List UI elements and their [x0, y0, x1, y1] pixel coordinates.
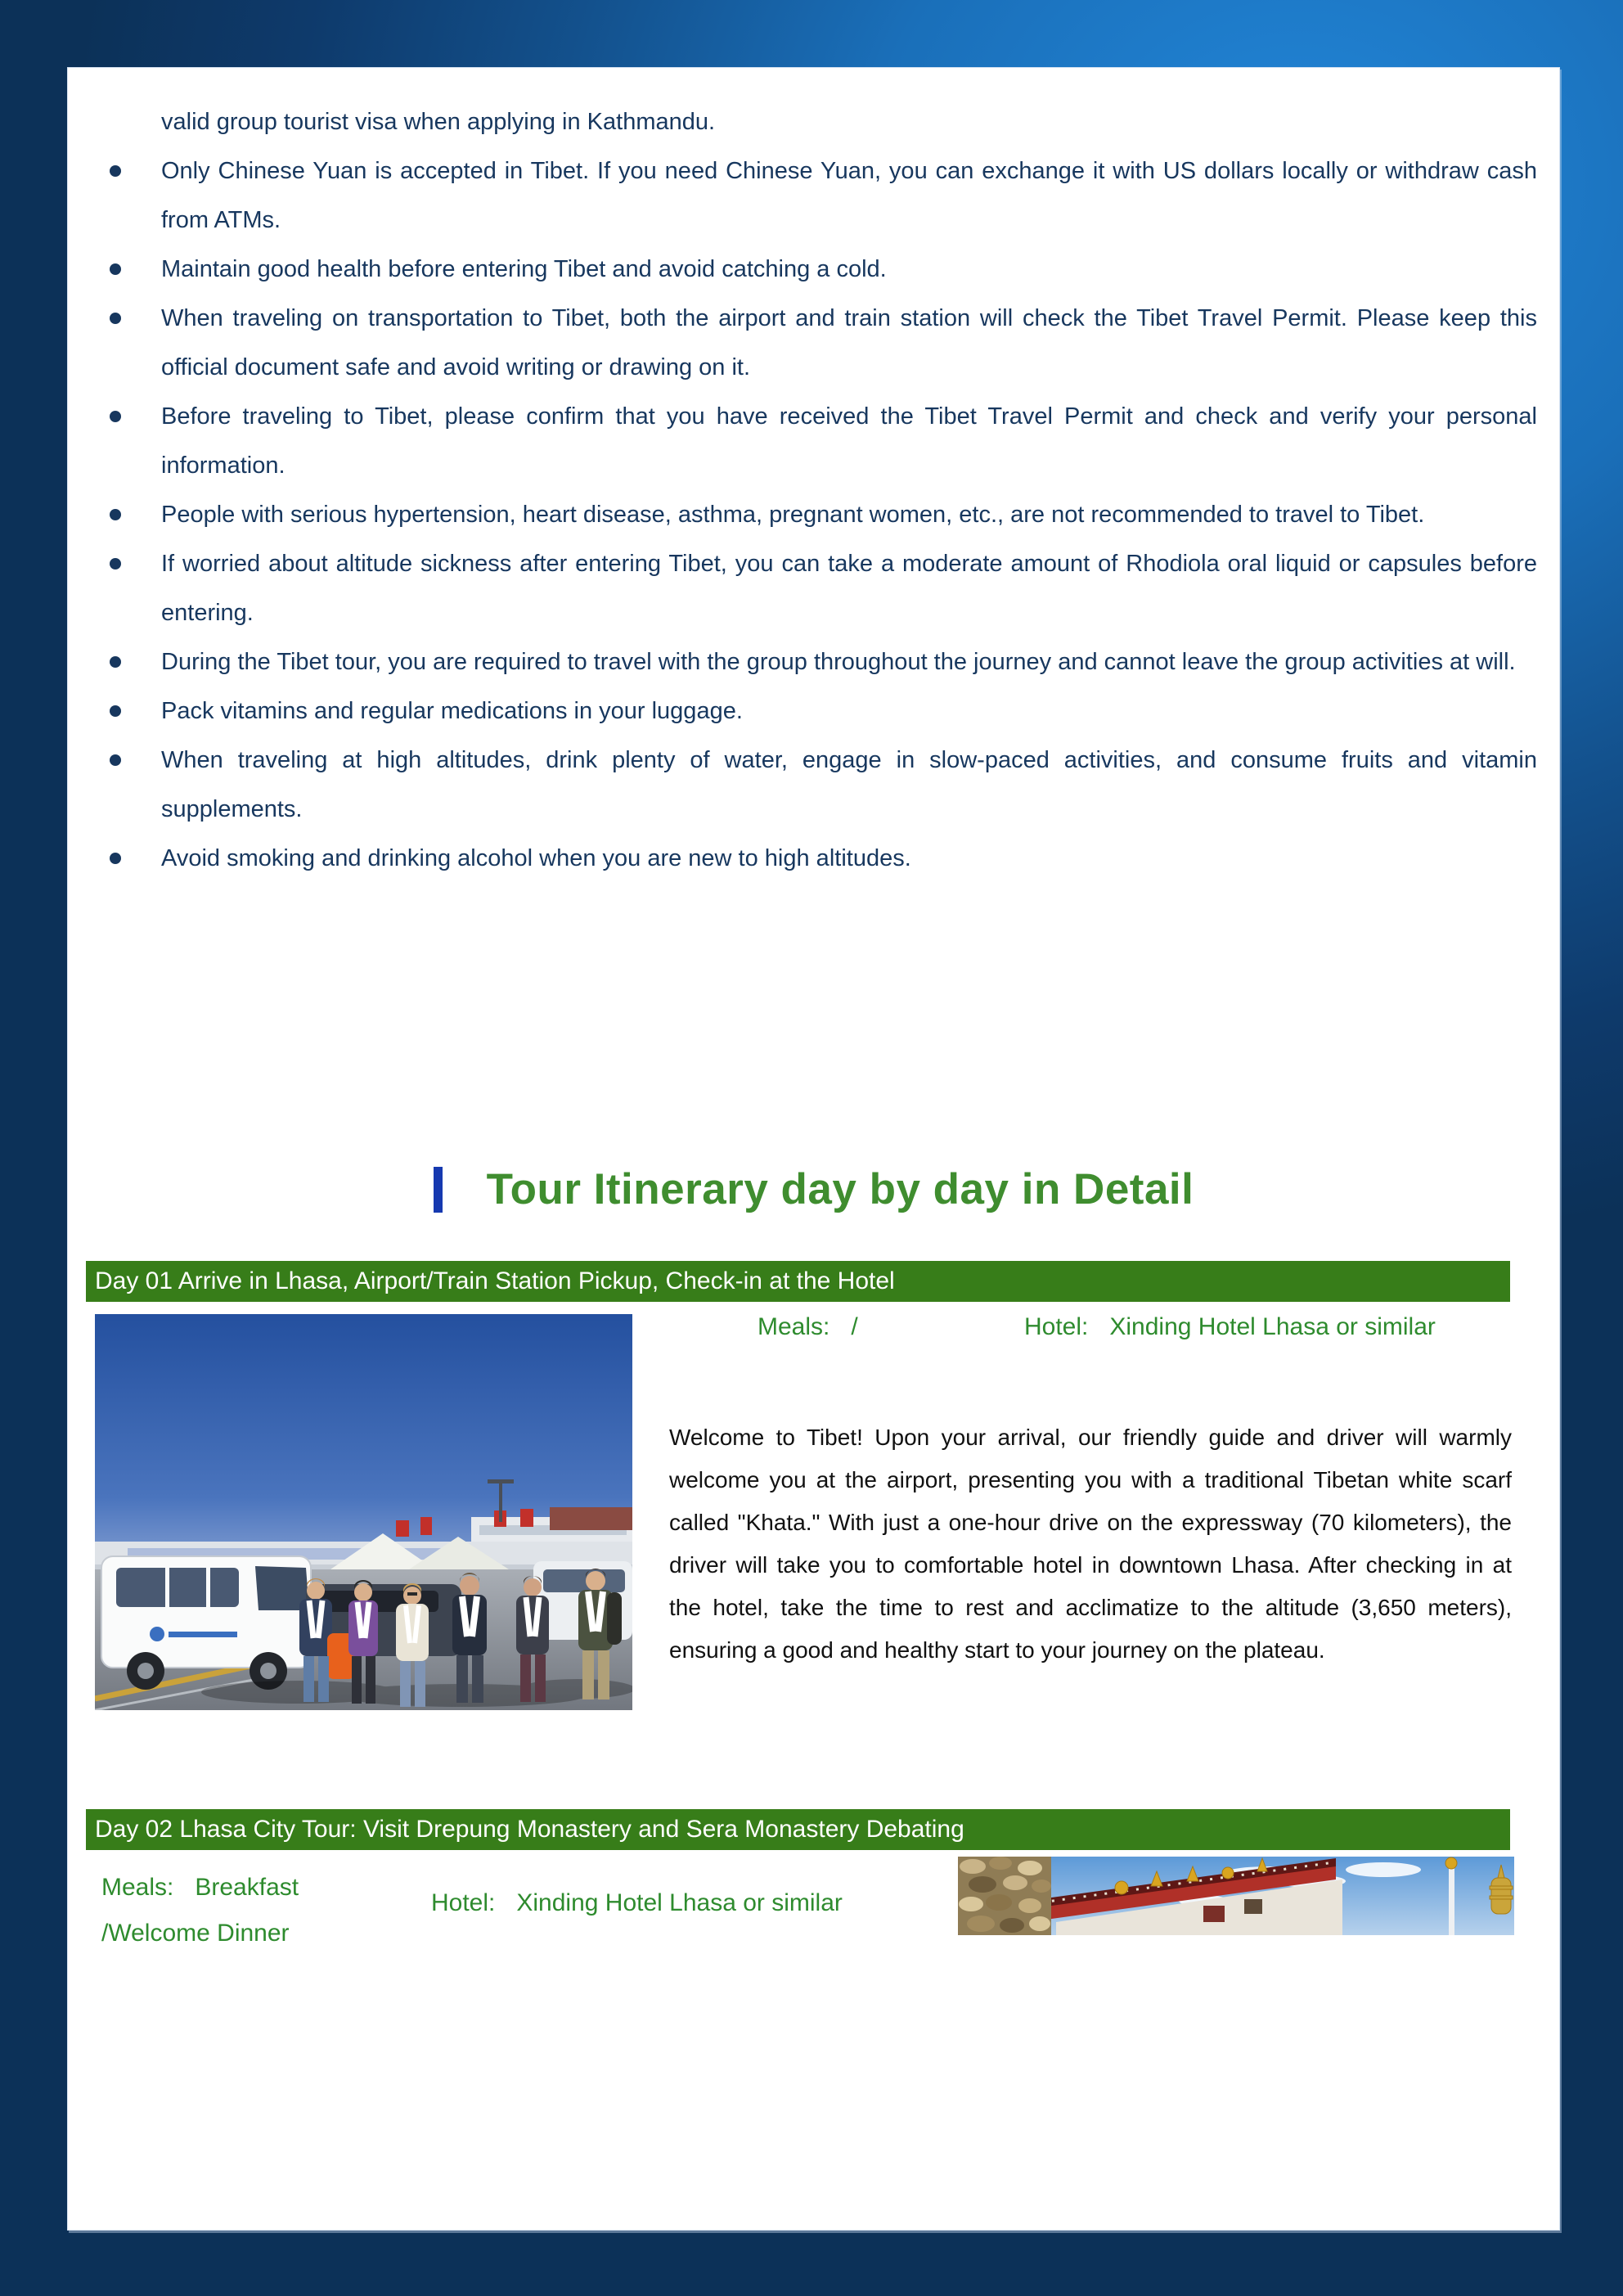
day-02-hotel [431, 1889, 843, 1917]
day-01-description: Welcome to Tibet! Upon your arrival, our friendly guide and driver will warmly welcome you at the airport, presenting you with a traditional Tibetan white scarf called "Khata." With just a one-hour drive on the expressway (70 kilometers), the driver will take you to comfortable hotel in downtown Lhasa. After checking in at the hotel, take the time to rest and acclimatize to the altitude (3,650 meters), ensuring a good and healthy start to your journey on the plateau. [669, 1425, 1512, 1663]
hotel-value: Xinding Hotel Lhasa or similar [1109, 1313, 1436, 1340]
list-item: Avoid smoking and drinking alcohol when you are new to high altitudes. [161, 834, 1537, 883]
day-01-meals [758, 1313, 858, 1341]
list-item: Only Chinese Yuan is accepted in Tibet. If you need Chinese Yuan, you can exchange it with US dollars locally or withdraw cash from ATMs. [161, 146, 1537, 245]
heading-accent-bar [434, 1167, 443, 1213]
hotel-value: Xinding Hotel Lhasa or similar [516, 1889, 843, 1916]
list-item: When traveling at high altitudes, drink plenty of water, engage in slow-paced activities, and consume fruits and vitamin supplements. [161, 736, 1537, 834]
list-item: During the Tibet tour, you are required to travel with the group throughout the journey and cannot leave the group activities at will. [161, 637, 1537, 687]
section-heading [68, 1164, 1559, 1214]
hotel-label: Hotel: [431, 1889, 496, 1916]
meals-label: Meals: [101, 1874, 174, 1901]
day-01-hotel [1024, 1313, 1436, 1341]
page-card [67, 67, 1560, 2231]
list-item: If worried about altitude sickness after entering Tibet, you can take a moderate amount of Rhodiola oral liquid or capsules before entering. [161, 539, 1537, 637]
list-item: People with serious hypertension, heart disease, asthma, pregnant women, etc., are not recommended to travel to Tibet. [161, 490, 1537, 539]
hotel-label: Hotel: [1024, 1313, 1089, 1340]
day-02-header-bar [86, 1809, 1510, 1850]
day-01-header-bar [86, 1261, 1510, 1302]
day-02-meals [101, 1865, 299, 1956]
day-01-title: Day 01 Arrive in Lhasa, Airport/Train Station Pickup, Check-in at the Hotel [95, 1267, 895, 1294]
list-item: Pack vitamins and regular medications in your luggage. [161, 687, 1537, 736]
day-01-photo [95, 1314, 632, 1710]
list-item: Maintain good health before entering Tibet and avoid catching a cold. [161, 245, 1537, 294]
page-title: Tour Itinerary day by day in Detail [486, 1165, 1194, 1213]
day-02-meals-line1 [101, 1865, 299, 1911]
meals-value: / [851, 1313, 858, 1340]
meals-value: Breakfast [195, 1874, 299, 1901]
list-item: When traveling on transportation to Tibet, both the airport and train station will check the Tibet Travel Permit. Please keep this official document safe and avoid writing or drawing on it. [161, 294, 1537, 392]
list-item: valid group tourist visa when applying in Kathmandu. [161, 109, 716, 135]
day-02-photo [958, 1857, 1514, 1935]
monastery-photo [958, 1857, 1514, 1935]
meals-label: Meals: [758, 1313, 830, 1340]
day-02-meals-line2: /Welcome Dinner [101, 1920, 290, 1947]
list-item: Before traveling to Tibet, please confirm that you have received the Tibet Travel Permit and check and verify your personal information. [161, 392, 1537, 490]
travel-tips-list [161, 97, 1537, 883]
day-02-title: Day 02 Lhasa City Tour: Visit Drepung Monastery and Sera Monastery Debating [95, 1816, 964, 1843]
airport-pickup-photo [95, 1314, 632, 1710]
